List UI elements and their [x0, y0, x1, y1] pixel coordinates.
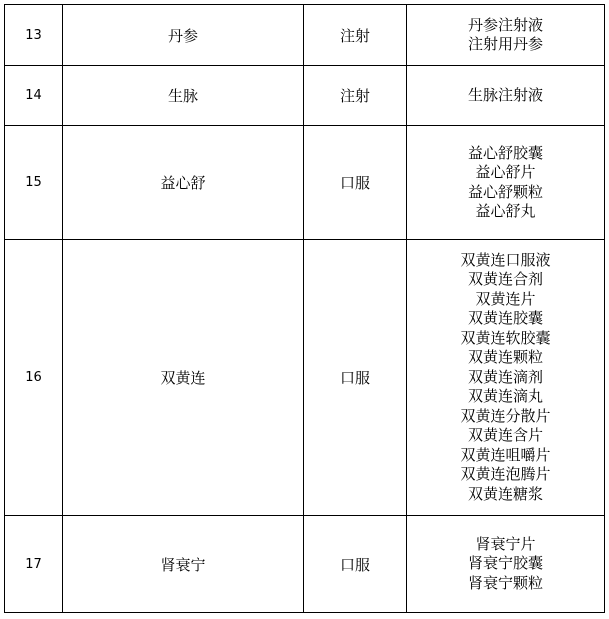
- dosage-form: 双黄连软胶囊: [460, 328, 551, 347]
- dosage-forms: [407, 66, 605, 126]
- administration-route: 口服: [304, 240, 407, 516]
- drug-name: 益心舒: [63, 126, 304, 240]
- dosage-form: 双黄连分散片: [460, 406, 551, 425]
- drug-name: 肾衰宁: [63, 516, 304, 613]
- dosage-form: 双黄连含片: [467, 426, 543, 445]
- dosage-forms: [407, 516, 605, 613]
- administration-route: 口服: [304, 516, 407, 613]
- dosage-form: 益心舒颗粒: [467, 182, 543, 201]
- dosage-forms: [407, 126, 605, 240]
- dosage-form: 双黄连滴剂: [467, 367, 543, 386]
- dosage-forms: [407, 5, 605, 66]
- dosage-form: 双黄连胶囊: [467, 309, 543, 328]
- table-row: [5, 126, 605, 240]
- table-row: [5, 66, 605, 126]
- row-number: 15: [5, 126, 63, 240]
- dosage-form: 肾衰宁颗粒: [467, 573, 543, 592]
- administration-route: 口服: [304, 126, 407, 240]
- drug-name: 丹参: [63, 5, 304, 66]
- row-number: 16: [5, 240, 63, 516]
- dosage-form: 注射用丹参: [467, 35, 543, 53]
- dosage-form: 丹参注射液: [467, 15, 543, 34]
- dosage-form: 肾衰宁片: [475, 534, 536, 553]
- dosage-form: 双黄连糖浆: [467, 484, 543, 503]
- dosage-forms: [407, 240, 605, 516]
- dosage-form: 双黄连泡腾片: [460, 465, 551, 484]
- dosage-form: 双黄连滴丸: [467, 387, 543, 406]
- row-number: 14: [5, 66, 63, 126]
- row-number: 13: [5, 5, 63, 66]
- administration-route: 注射: [304, 5, 407, 66]
- dosage-form: 益心舒片: [475, 163, 536, 181]
- dosage-form: 益心舒胶囊: [467, 143, 543, 162]
- dosage-form: 双黄连合剂: [467, 270, 543, 289]
- dosage-form: 肾衰宁胶囊: [467, 554, 543, 573]
- row-number: 17: [5, 516, 63, 613]
- dosage-form: 益心舒丸: [475, 202, 536, 220]
- table-row: [5, 5, 605, 66]
- dosage-form: 生脉注射液: [467, 85, 543, 104]
- dosage-form: 双黄连咀嚼片: [460, 445, 551, 464]
- administration-route: 注射: [304, 66, 407, 126]
- table-row: [5, 240, 605, 516]
- drug-name: 生脉: [63, 66, 304, 126]
- table-row: [5, 516, 605, 613]
- dosage-form: 双黄连颗粒: [467, 348, 543, 367]
- drug-name: 双黄连: [63, 240, 304, 516]
- drug-table: [4, 4, 605, 613]
- dosage-form: 双黄连片: [475, 289, 536, 308]
- dosage-form: 双黄连口服液: [460, 250, 551, 269]
